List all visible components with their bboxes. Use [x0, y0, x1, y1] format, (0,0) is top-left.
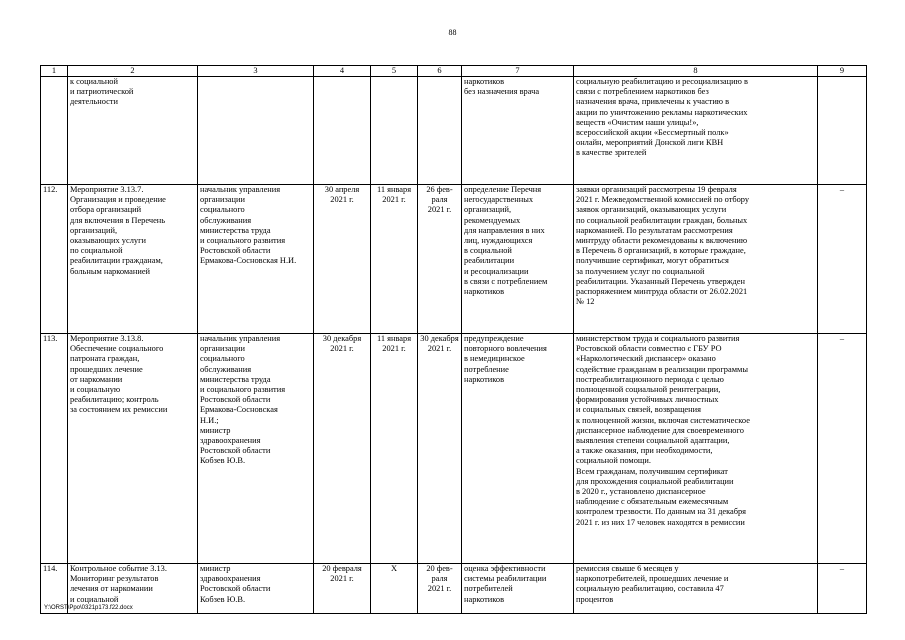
- plan-start-date: 20 февраля 2021 г.: [314, 564, 371, 614]
- row-number: 113.: [41, 334, 68, 564]
- fact-end-date: 30 декабря 2021 г.: [418, 334, 462, 564]
- plan-start-date: 30 апреля 2021 г.: [314, 185, 371, 334]
- fact-end-date: 26 фев- раля 2021 г.: [418, 185, 462, 334]
- table-row: [41, 185, 867, 334]
- actual-result: ремиссия свыше 6 месяцев у наркопотребителей, прошедших лечение и социальную реабилитацию, составила 47 процентов: [574, 564, 818, 614]
- table-row: [41, 77, 867, 185]
- page-number: 88: [448, 28, 457, 37]
- header-cell: 6: [418, 66, 462, 77]
- report-table: [40, 65, 867, 614]
- row-number: 112.: [41, 185, 68, 334]
- table-row: [41, 564, 867, 614]
- row-number: 114.: [41, 564, 68, 614]
- executor: [198, 77, 314, 185]
- header-cell: 2: [68, 66, 198, 77]
- header-cell: 9: [818, 66, 867, 77]
- executor: министр здравоохранения Ростовской области Кобзев Ю.В.: [198, 564, 314, 614]
- actual-result: социальную реабилитацию и ресоциализацию в связи с потреблением наркотиков без назначения врача, привлечены к участию в акции по уничтожению рекламы наркотических веществ «Очистим наши улицы!», всероссийской акции «Бессмертный полк» онлайн, мероприятий Донской лиги КВН в качестве зрителей: [574, 77, 818, 185]
- executor: начальник управления организации социального обслуживания министерства труда и социального развития Ростовской области Ермакова-Сосновская Н.И.: [198, 185, 314, 334]
- actual-result: министерством труда и социального развития Ростовской области совместно с ГБУ РО «Наркологический диспансер» оказано содействие гражданам в реализации программы постреабилитационного периода с целью полноценной социальной реинтеграции, формирования устойчивых личностных и социальных связей, возвращения к полноценной жизни, включая систематическое диспансерное наблюдение для своевременного выявления степени социальной адаптации, а также оказания, при необходимости, социальной помощи. Всем гражданам, получившим сертификат для прохождения социальной реабилитации в 2020 г., установлено диспансерное наблюдение с обязательным ежемесячным контролем трезвости. По данным на 31 декабря 2021 г. из них 17 человек находятся в ремиссии: [574, 334, 818, 564]
- table-row: [41, 334, 867, 564]
- header-cell: 8: [574, 66, 818, 77]
- plan-end-date: Х: [371, 564, 418, 614]
- header-cell: 5: [371, 66, 418, 77]
- activity-name: к социальной и патриотической деятельности: [68, 77, 198, 185]
- actual-result: заявки организаций рассмотрены 19 февраля 2021 г. Межведомственной комиссией по отбору заявок организаций, оказывающих услуги по социальной реабилитации граждан, больных наркоманией. По результатам рассмотрения минтруду области рекомендованы к включению в Перечень 8 организаций, в которые граждане, получившие сертификат, могут обратиться за получением услуг по социальной реабилитации. Указанный Перечень утвержден распоряжением минтруда области от 26.02.2021 № 12: [574, 185, 818, 334]
- plan-start-date: 30 декабря 2021 г.: [314, 334, 371, 564]
- row-number: [41, 77, 68, 185]
- planned-result: определение Перечня негосударственных организаций, рекомендуемых для направления в них лиц, нуждающихся в социальной реабилитации и ресоциализации в связи с потреблением наркотиков: [462, 185, 574, 334]
- activity-name: Мероприятие 3.13.8. Обеспечение социального патроната граждан, прошедших лечение от наркомании и социальную реабилитацию; контроль за состоянием их ремиссии: [68, 334, 198, 564]
- header-row: [41, 66, 867, 77]
- note: –: [818, 564, 867, 614]
- plan-end-date: 11 января 2021 г.: [371, 334, 418, 564]
- planned-result: оценка эффективности системы реабилитации потребителей наркотиков: [462, 564, 574, 614]
- plan-end-date: 11 января 2021 г.: [371, 185, 418, 334]
- activity-name: Контрольное событие 3.13. Мониторинг результатов лечения от наркомании и социальной: [68, 564, 198, 614]
- planned-result: наркотиков без назначения врача: [462, 77, 574, 185]
- fact-end-date: [418, 77, 462, 185]
- header-cell: 7: [462, 66, 574, 77]
- plan-end-date: [371, 77, 418, 185]
- plan-start-date: [314, 77, 371, 185]
- executor: начальник управления организации социального обслуживания министерства труда и социального развития Ростовской области Ермакова-Сосновская Н.И.; министр здравоохранения Ростовской области Кобзев Ю.В.: [198, 334, 314, 564]
- header-cell: 1: [41, 66, 68, 77]
- header-cell: 3: [198, 66, 314, 77]
- planned-result: предупреждение повторного вовлечения в немедицинское потребление наркотиков: [462, 334, 574, 564]
- header-cell: 4: [314, 66, 371, 77]
- activity-name: Мероприятие 3.13.7. Организация и проведение отбора организаций для включения в Перечень организаций, оказывающих услуги по социальной реабилитации гражданам, больным наркоманией: [68, 185, 198, 334]
- note: –: [818, 185, 867, 334]
- fact-end-date: 20 фев- раля 2021 г.: [418, 564, 462, 614]
- note: [818, 77, 867, 185]
- note: –: [818, 334, 867, 564]
- file-path-footer: Y:\ORST\Ppo\0321p173.f22.docx: [44, 605, 133, 611]
